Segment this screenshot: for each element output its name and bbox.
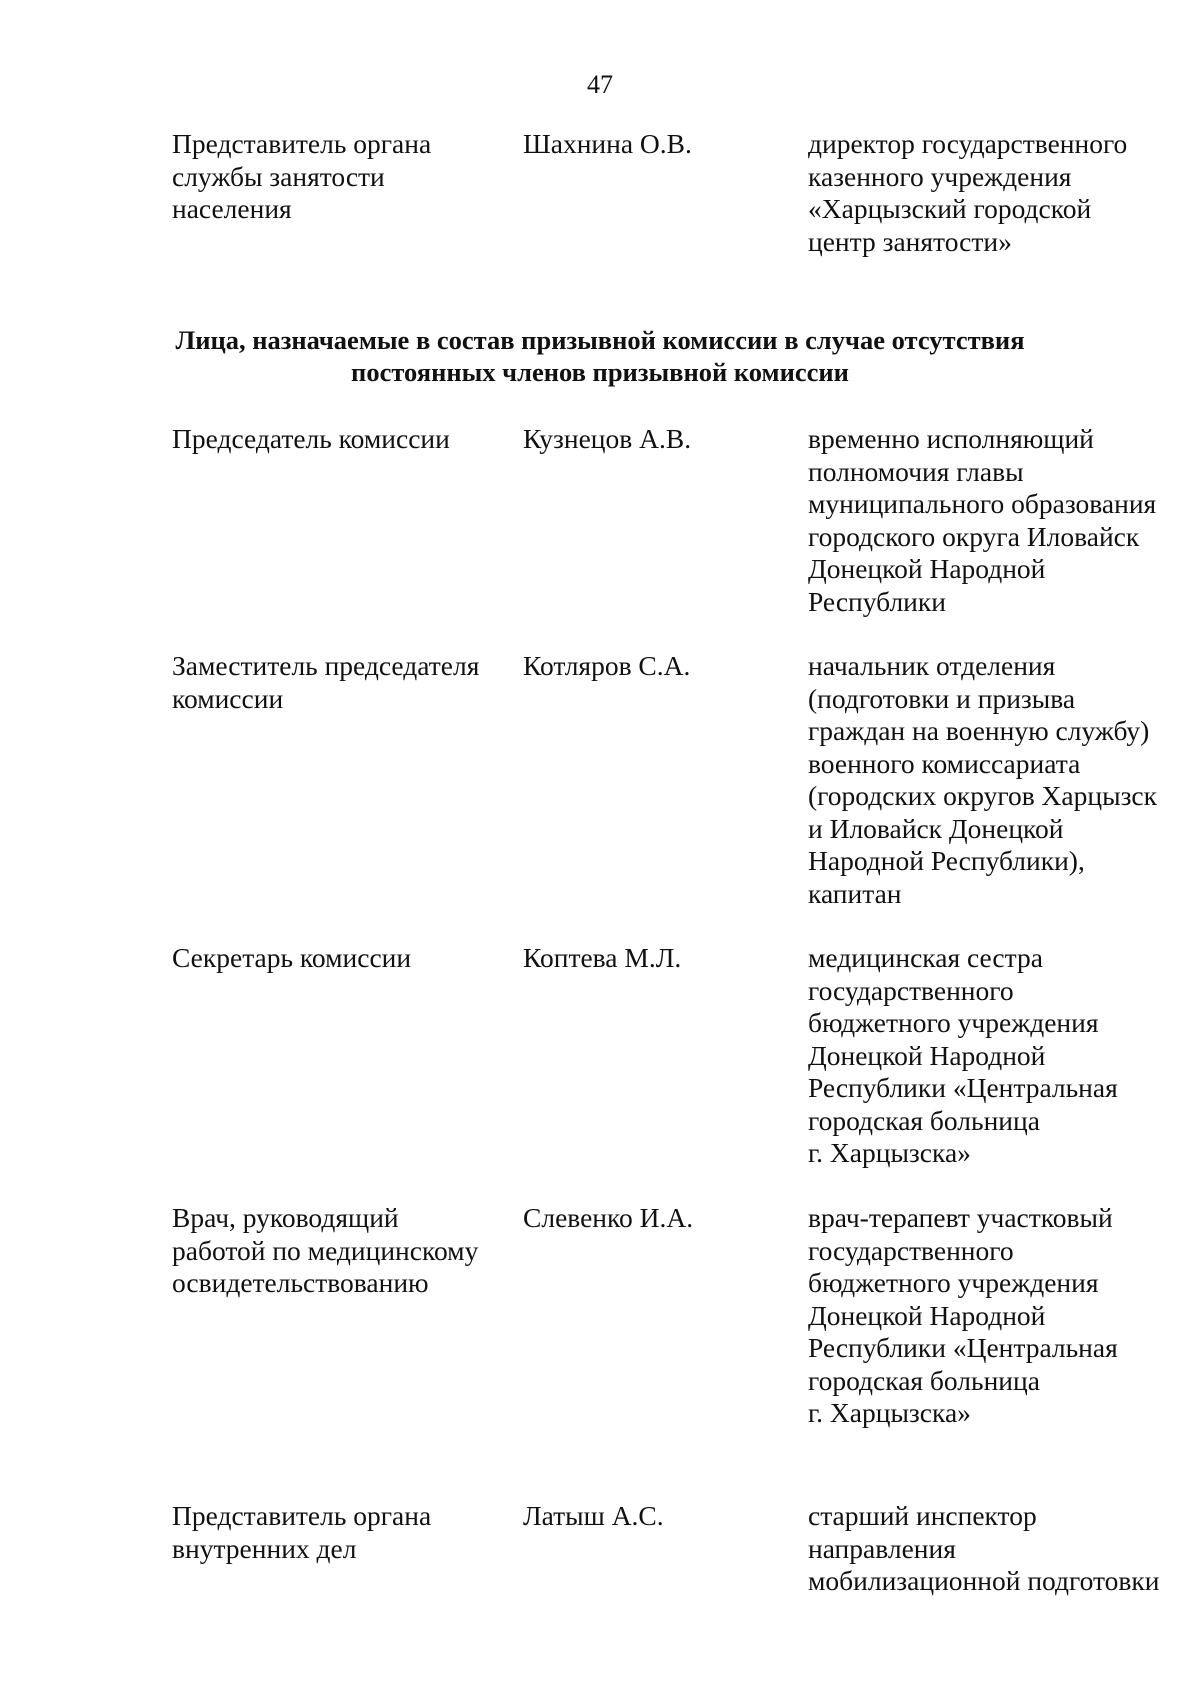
role-line: Представитель органа — [172, 128, 432, 159]
position-line: государственного — [808, 974, 1014, 1006]
position-line: муниципального образования — [808, 488, 1157, 519]
position-line: старший инспектор — [808, 1500, 1037, 1531]
name-cell: Слевенко И.А. — [523, 1202, 694, 1233]
position-line: бюджетного учреждения — [808, 1267, 1099, 1298]
role-cell — [172, 1202, 478, 1300]
role-line: Врач, руководящий — [172, 1202, 399, 1233]
position-line: полномочия главы — [808, 455, 1024, 487]
position-line: мобилизационной подготовки — [808, 1565, 1160, 1596]
role-line: освидетельствованию — [172, 1267, 429, 1298]
position-line: (подготовки и призыва — [808, 682, 1076, 714]
position-line: граждан на военную службу) — [808, 715, 1150, 746]
position-line: городского округа Иловайск — [808, 520, 1140, 552]
position-line: врач-терапевт участковый — [808, 1202, 1113, 1233]
position-cell — [808, 128, 1127, 258]
position-line: медицинская сестра — [808, 942, 1043, 973]
page-number: 47 — [587, 70, 613, 99]
role-line: комиссии — [172, 682, 284, 714]
position-line: Республики «Центральная — [808, 1332, 1118, 1363]
position-cell — [808, 942, 1118, 1170]
position-line: и Иловайск Донецкой — [808, 812, 1064, 844]
role-line: населения — [172, 193, 292, 224]
position-line: Республики — [808, 585, 946, 617]
position-line: Республики «Центральная — [808, 1072, 1118, 1103]
name-cell: Котляров С.А. — [523, 650, 691, 681]
position-line: капитан — [808, 877, 902, 909]
position-line: Донецкой Народной — [808, 1039, 1046, 1071]
position-line: военного комиссариата — [808, 747, 1081, 779]
position-line: бюджетного учреждения — [808, 1007, 1099, 1038]
role-line: внутренних дел — [172, 1532, 357, 1564]
role-line: службы занятости — [172, 160, 385, 192]
position-line: г. Харцызска» — [808, 1397, 971, 1428]
role-line: Секретарь комиссии — [172, 942, 412, 973]
position-line: Донецкой Народной — [808, 1299, 1046, 1331]
role-line: Председатель комиссии — [172, 423, 450, 454]
name-cell: Латыш А.С. — [523, 1500, 664, 1531]
section-heading — [0, 324, 1200, 388]
position-line: г. Харцызска» — [808, 1137, 971, 1168]
position-line: центр занятости» — [808, 225, 1012, 257]
role-cell — [172, 128, 431, 226]
position-line: казенного учреждения — [808, 160, 1072, 192]
position-line: (городских округов Харцызск — [808, 780, 1158, 811]
position-line: государственного — [808, 1234, 1014, 1266]
role-line: работой по медицинскому — [172, 1234, 479, 1266]
position-line: городская больница — [808, 1104, 1040, 1136]
role-cell — [172, 423, 450, 456]
position-cell — [808, 423, 1156, 618]
position-line: временно исполняющий — [808, 423, 1094, 454]
position-cell — [808, 1202, 1118, 1430]
position-line: направления — [808, 1532, 956, 1564]
position-line: директор государственного — [808, 128, 1128, 159]
position-line: Донецкой Народной — [808, 553, 1046, 584]
position-line: «Харцызский городской — [808, 193, 1092, 224]
position-line: начальник отделения — [808, 650, 1056, 681]
position-line: Народной Республики), — [808, 845, 1085, 876]
position-cell — [808, 650, 1157, 910]
role-cell — [172, 650, 479, 715]
role-line: Представитель органа — [172, 1500, 432, 1531]
role-line: Заместитель председателя — [172, 650, 480, 681]
role-cell — [172, 1500, 431, 1565]
name-cell: Кузнецов А.В. — [523, 423, 692, 454]
position-cell — [808, 1500, 1159, 1598]
section-heading-line: постоянных членов призывной комиссии — [351, 357, 849, 387]
role-cell — [172, 942, 411, 975]
name-cell: Шахнина О.В. — [523, 128, 692, 159]
section-heading-line: Лица, назначаемые в состав призывной комиссии в случае отсутствия — [175, 325, 1025, 355]
position-line: городская больница — [808, 1364, 1040, 1396]
name-cell: Коптева М.Л. — [523, 942, 682, 973]
